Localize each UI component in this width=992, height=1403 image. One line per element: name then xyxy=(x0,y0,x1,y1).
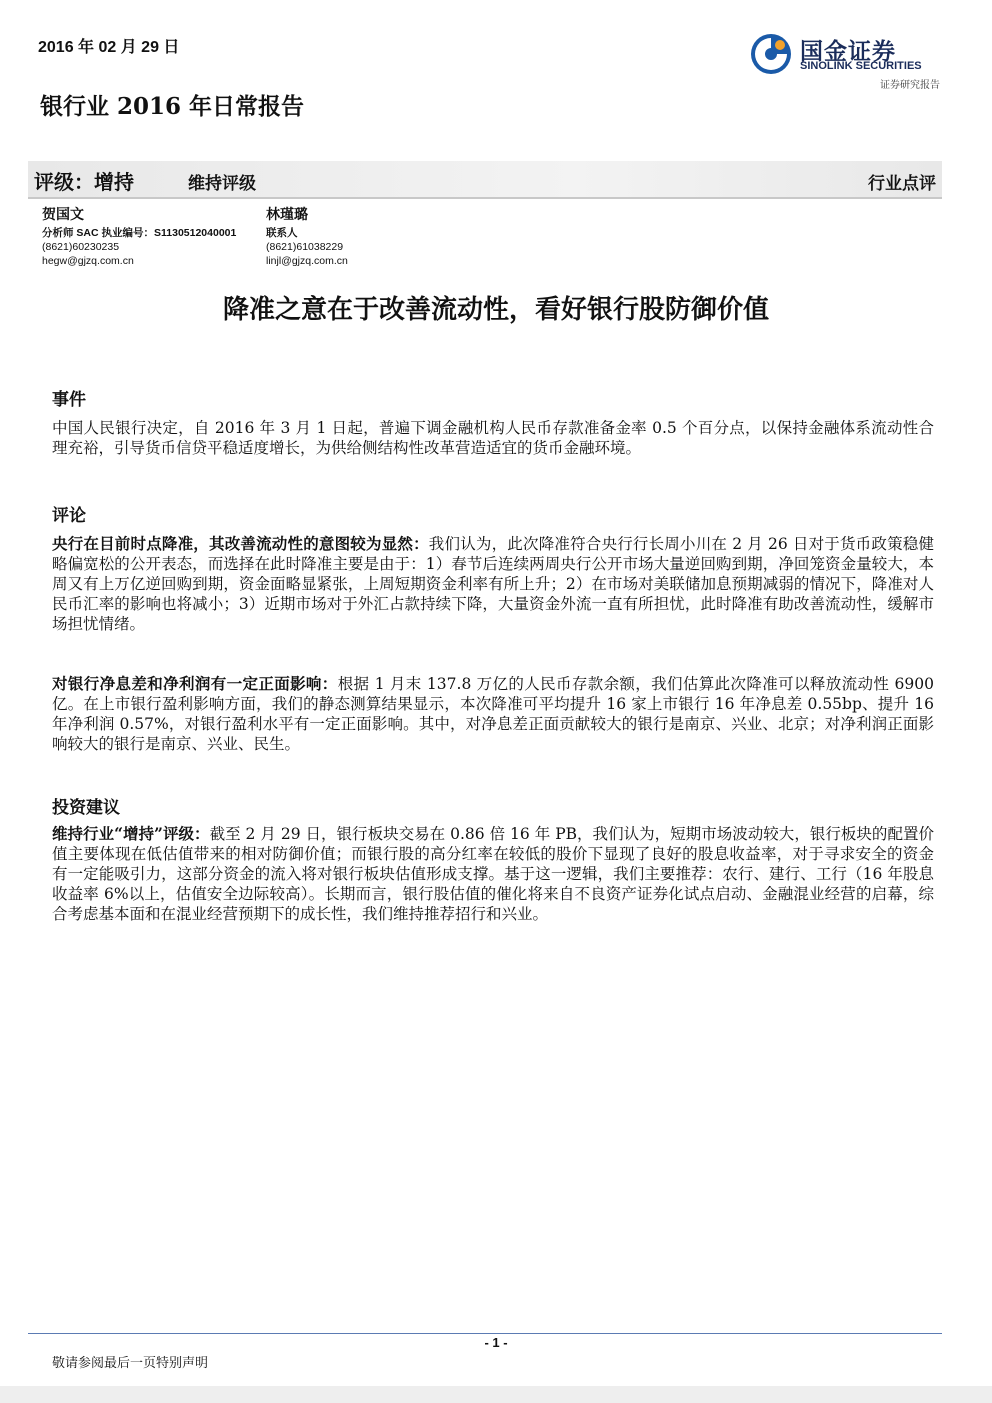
sinolink-logo-icon xyxy=(750,33,792,75)
advice-paragraph xyxy=(52,824,934,924)
headline: 降准之意在于改善流动性，看好银行股防御价值 xyxy=(222,295,769,325)
analyst-role: 分析师 SAC 执业编号：S1130512040001 xyxy=(42,227,237,239)
comment-paragraph-1 xyxy=(52,534,934,634)
logo-subtitle: 证券研究报告 xyxy=(880,80,940,91)
event-paragraph: 中国人民银行决定，自 2016 年 3 月 1 日起，普遍下调金融机构人民币存款准备金率 0.5 个百分点，以保持金融体系流动性合理充裕，引导货币信贷平稳适度增长，为供给侧结构性改革营造适宜的货币金融环境。 xyxy=(52,419,934,457)
section-title-comment: 评论 xyxy=(52,506,86,526)
section-title-event: 事件 xyxy=(52,390,86,410)
contact-role: 联系人 xyxy=(266,227,298,239)
rating-note: 维持评级 xyxy=(188,174,256,194)
advice-lead: 维持行业“增持”评级： xyxy=(52,824,210,843)
footer-divider xyxy=(28,1333,942,1334)
comment-p1-lead: 央行在目前时点降准，其改善流动性的意图较为显然： xyxy=(52,534,429,553)
comment-p2-lead: 对银行净息差和净利润有一定正面影响： xyxy=(52,674,338,693)
comment-p1-body: 我们认为，此次降准符合央行行长周小川在 2 月 26 日对于货币政策稳健略偏宽松的公开表态，而选择在此时降准主要是由于：1）春节后连续两周央行公开市场大量逆回购到期，净回笼资金量较大，本周又有上万亿逆回购到期，资金面略显紧张，上周短期资金利率有所上升；2）在市场对美联储加息预期减弱的情况下，降准对人民币汇率的影响也将减小；3）近期市场对于外汇占款持续下降，大量资金外流一直有所担忧，此时降准有助改善流动性，缓解市场担忧情绪。 xyxy=(52,535,934,633)
rating-label: 评级：增持 xyxy=(34,170,134,194)
analyst-phone: (8621)60230235 xyxy=(42,241,120,253)
contact-name: 林瑾璐 xyxy=(266,207,308,223)
logo-name-cn: 国金证券 xyxy=(800,38,896,64)
page-number: - 1 - xyxy=(484,1335,508,1350)
logo-name-en: SINOLINK SECURITIES xyxy=(800,60,922,72)
rating-bar xyxy=(28,161,942,199)
advice-body: 截至 2 月 29 日，银行板块交易在 0.86 倍 16 年 PB，我们认为，短期市场波动较大，银行板块的配置价值主要体现在低估值带来的相对防御价值；而银行股的高分红率在较低的股价下显现了良好的股息收益率，对于寻求安全的资金有一定能吸引力，这部分资金的流入将对银行板块估值形成支撑。基于这一逻辑，我们主要推荐：农行、建行、工行（16 年股息收益率 6%以上，估值安全边际较高）。长期而言，银行股估值的催化将来自不良资产证券化试点启动、金融混业经营的启幕，综合考虑基本面和在混业经营预期下的成长性，我们维持推荐招行和兴业。 xyxy=(52,825,934,923)
report-type: 行业点评 xyxy=(868,174,936,194)
section-title-advice: 投资建议 xyxy=(52,798,120,818)
contact-phone: (8621)61038229 xyxy=(266,241,344,253)
analyst-name: 贺国文 xyxy=(42,207,84,223)
analyst-email[interactable]: hegw@gjzq.com.cn xyxy=(42,255,134,267)
contact-card xyxy=(266,208,348,268)
analyst-card xyxy=(42,208,236,268)
comment-p2-body: 根据 1 月末 137.8 万亿的人民币存款余额，我们估算此次降准可以释放流动性 6900 亿。在上市银行盈利影响方面，我们的静态测算结果显示，本次降准可平均提升 16 家上市银行 16 年净息差 0.55bp、提升 16 年净利润 0.57%，对银行盈利水平有一定正面影响。其中，对净息差正面贡献较大的银行是南京、兴业、北京；对净利润正面影响较大的银行是南京、兴业、民生。 xyxy=(52,675,934,753)
comment-paragraph-2 xyxy=(52,674,934,754)
report-date: 2016 年 02 月 29 日 xyxy=(38,39,180,56)
footer-disclaimer: 敬请参阅最后一页特别声明 xyxy=(52,1356,209,1371)
report-series-title: 银行业 2016 年日常报告 xyxy=(40,93,305,120)
company-logo xyxy=(750,31,940,91)
bottom-strip xyxy=(0,1386,992,1403)
contact-email[interactable]: linjl@gjzq.com.cn xyxy=(266,255,348,267)
